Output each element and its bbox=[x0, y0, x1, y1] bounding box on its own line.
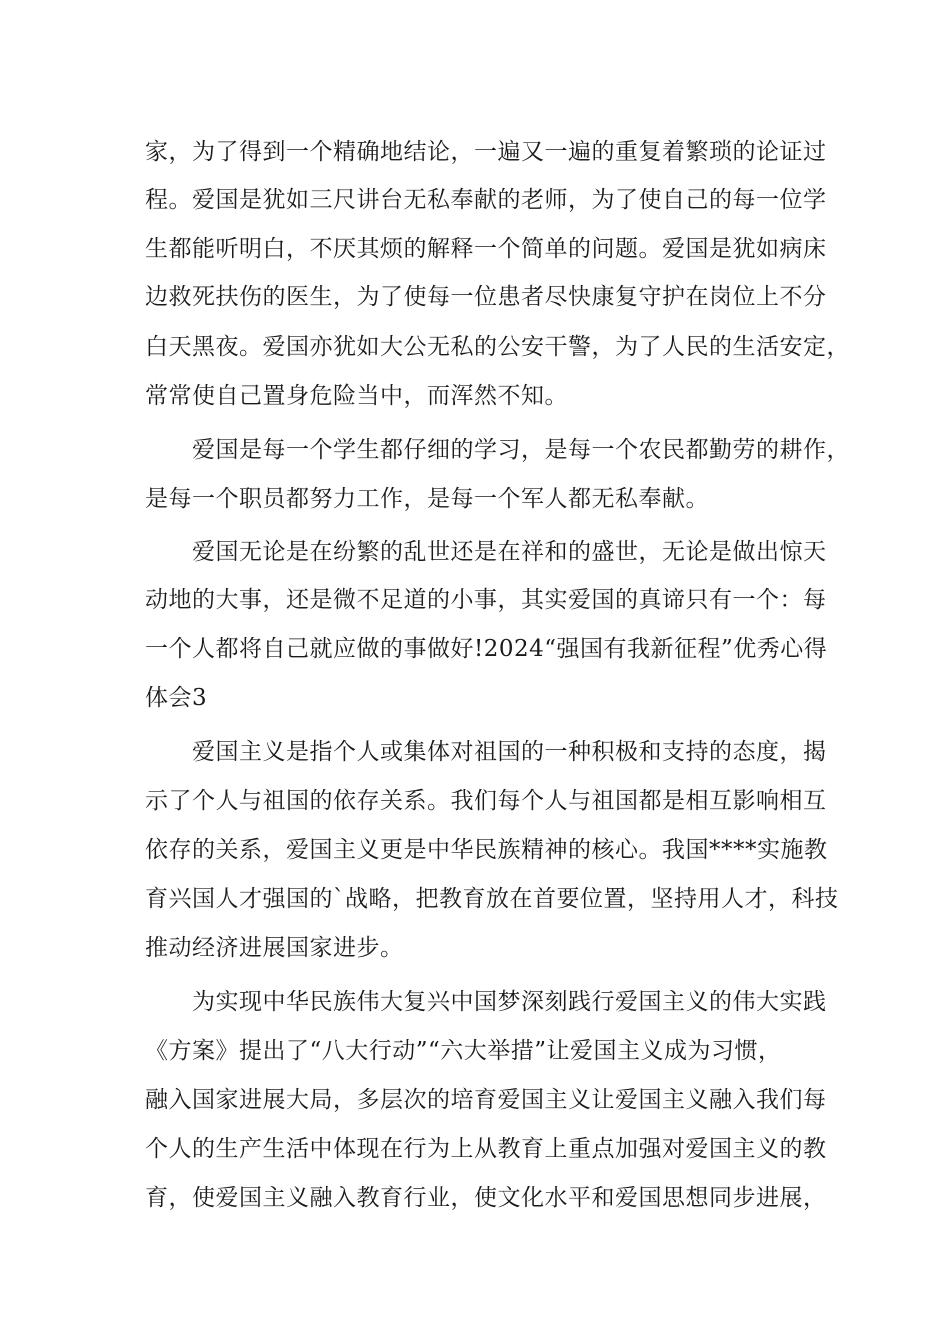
text-line: 家，为了得到一个精确地结论，一遍又一遍的重复着繁琐的论证过 bbox=[145, 139, 827, 165]
text-line: 依存的关系，爱国主义更是中华民族精神的核心。我国****实施教 bbox=[145, 837, 828, 863]
text-line: 是每一个职员都努力工作，是每一个军人都无私奉献。 bbox=[145, 486, 709, 512]
text-line: 白天黑夜。爱国亦犹如大公无私的公安干警，为了人民的生活安定， bbox=[145, 334, 850, 360]
text-line: 常常使自己置身危险当中，而浑然不知。 bbox=[145, 383, 568, 409]
text-line: 动地的大事，还是微不足道的小事，其实爱国的真谛只有一个：每 bbox=[145, 587, 827, 613]
text-line: 一个人都将自己就应做的事做好!2024“强国有我新征程”优秀心得 bbox=[145, 636, 828, 662]
paragraph-first-line: 为实现中华民族伟大复兴中国梦深刻践行爱国主义的伟大实践 bbox=[192, 989, 827, 1015]
text-line: 体会3 bbox=[145, 685, 208, 711]
text-line: 个人的生产生活中体现在行为上从教育上重点加强对爱国主义的教 bbox=[145, 1136, 827, 1162]
text-line: 融入国家进展大局，多层次的培育爱国主义让爱国主义融入我们每 bbox=[145, 1087, 827, 1113]
text-line: 边救死扶伤的医生，为了使每一位患者尽快康复守护在岗位上不分 bbox=[145, 284, 827, 310]
text-line: 育，使爱国主义融入教育行业，使文化水平和爱国思想同步进展， bbox=[145, 1185, 827, 1211]
text-line: 示了个人与祖国的依存关系。我们每个人与祖国都是相互影响相互 bbox=[145, 788, 827, 814]
text-line: 推动经济进展国家进步。 bbox=[145, 935, 404, 961]
text-line: 育兴国人才强国的`战略，把教育放在首要位置，坚持用人才，科技 bbox=[145, 886, 839, 912]
paragraph-first-line: 爱国是每一个学生都仔细的学习，是每一个农民都勤劳的耕作， bbox=[192, 437, 850, 463]
paragraph-first-line: 爱国无论是在纷繁的乱世还是在祥和的盛世，无论是做出惊天 bbox=[192, 539, 827, 565]
text-line: 生都能听明白，不厌其烦的解释一个简单的问题。爱国是犹如病床 bbox=[145, 236, 827, 262]
paragraph-first-line: 爱国主义是指个人或集体对祖国的一种积极和支持的态度，揭 bbox=[192, 739, 827, 765]
text-line: 《方案》提出了“八大行动”“六大举措”让爱国主义成为习惯， bbox=[145, 1038, 782, 1064]
text-line: 程。爱国是犹如三尺讲台无私奉献的老师，为了使自己的每一位学 bbox=[145, 187, 827, 213]
